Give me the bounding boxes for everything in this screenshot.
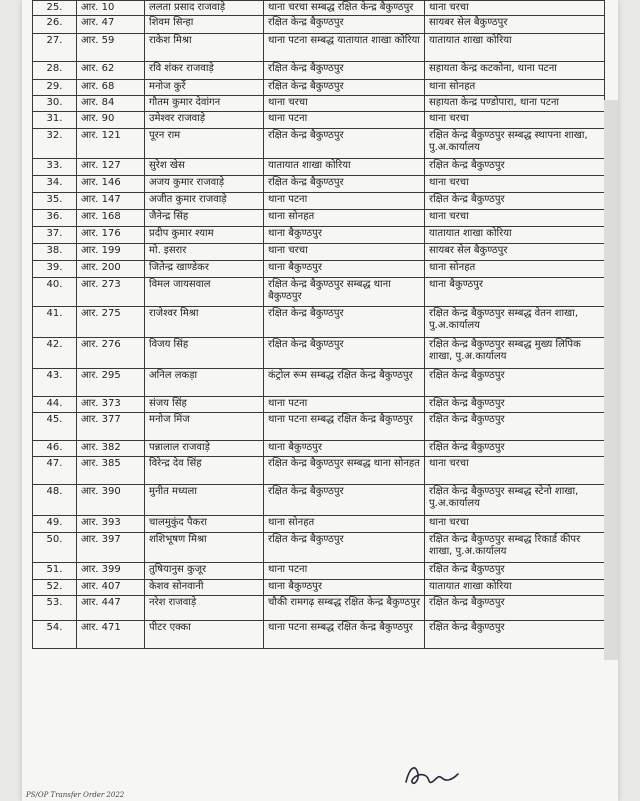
serial-number-cell: 28. <box>33 62 77 80</box>
current-posting-cell: कंट्रोल रूम सम्बद्ध रक्षित केन्द्र बैकुण्ठपुर <box>264 369 425 397</box>
new-posting-cell: रक्षित केन्द्र बैकुण्ठपुर <box>425 563 605 580</box>
serial-number-cell: 36. <box>33 210 77 227</box>
current-posting-cell: थाना बैकुण्ठपुर <box>264 227 425 244</box>
serial-number-cell: 31. <box>33 112 77 129</box>
current-posting-cell: थाना बैकुण्ठपुर <box>264 441 425 457</box>
new-posting-cell: सायबर सेल बैकुण्ठपुर <box>425 16 605 34</box>
current-posting-cell: रक्षित केन्द्र बैकुण्ठपुर <box>264 16 425 34</box>
name-cell: शशिभूषण मिश्रा <box>145 533 264 563</box>
personnel-number-cell: आर. 377 <box>77 413 145 441</box>
table-row <box>33 516 605 533</box>
new-posting-cell: रक्षित केन्द्र बैकुण्ठपुर सम्बद्ध वेतन शाखा, पु.अ.कार्यालय <box>425 307 605 338</box>
serial-number-cell: 41. <box>33 307 77 338</box>
personnel-number-cell: आर. 393 <box>77 516 145 533</box>
table-row <box>33 176 605 193</box>
footer-note: PS/OP Transfer Order 2022 <box>26 791 125 799</box>
personnel-number-cell: आर. 399 <box>77 563 145 580</box>
personnel-number-cell: आर. 471 <box>77 621 145 649</box>
table-body <box>33 1 605 649</box>
document-page <box>22 0 618 801</box>
name-cell: पूरन राम <box>145 129 264 159</box>
table-row <box>33 1 605 16</box>
new-posting-cell: सहायता केन्द्र कटकोना, थाना पटना <box>425 62 605 80</box>
new-posting-cell: रक्षित केन्द्र बैकुण्ठपुर <box>425 596 605 621</box>
serial-number-cell: 52. <box>33 580 77 596</box>
table-row <box>33 457 605 485</box>
serial-number-cell: 32. <box>33 129 77 159</box>
new-posting-cell: रक्षित केन्द्र बैकुण्ठपुर <box>425 397 605 413</box>
current-posting-cell: रक्षित केन्द्र बैकुण्ठपुर <box>264 338 425 369</box>
new-posting-cell: रक्षित केन्द्र बैकुण्ठपुर <box>425 159 605 176</box>
current-posting-cell: रक्षित केन्द्र बैकुण्ठपुर <box>264 307 425 338</box>
new-posting-cell: यातायात शाखा कोरिया <box>425 34 605 62</box>
personnel-number-cell: आर. 273 <box>77 278 145 307</box>
serial-number-cell: 25. <box>33 1 77 16</box>
new-posting-cell: यातायात शाखा कोरिया <box>425 580 605 596</box>
new-posting-cell: सायबर सेल बैकुण्ठपुर <box>425 244 605 261</box>
transfer-order-table <box>32 0 605 649</box>
signature-icon <box>402 760 462 792</box>
serial-number-cell: 30. <box>33 96 77 112</box>
name-cell: सुरेश खेस <box>145 159 264 176</box>
name-cell: पीटर एक्का <box>145 621 264 649</box>
personnel-number-cell: आर. 127 <box>77 159 145 176</box>
new-posting-cell: थाना सोनहत <box>425 261 605 278</box>
new-posting-cell: रक्षित केन्द्र बैकुण्ठपुर <box>425 369 605 397</box>
name-cell: केशव सोनवानी <box>145 580 264 596</box>
table-row <box>33 129 605 159</box>
current-posting-cell: थाना पटना <box>264 193 425 210</box>
serial-number-cell: 54. <box>33 621 77 649</box>
name-cell: मुनीत मध्यला <box>145 485 264 516</box>
current-posting-cell: थाना चरचा <box>264 96 425 112</box>
name-cell: नरेश राजवाड़े <box>145 596 264 621</box>
personnel-number-cell: आर. 59 <box>77 34 145 62</box>
new-posting-cell: रक्षित केन्द्र बैकुण्ठपुर <box>425 441 605 457</box>
name-cell: विमल जायसवाल <box>145 278 264 307</box>
name-cell: प्रदीप कुमार श्याम <box>145 227 264 244</box>
name-cell: रवि शंकर राजवाड़े <box>145 62 264 80</box>
current-posting-cell: रक्षित केन्द्र बैकुण्ठपुर सम्बद्ध थाना बैकुण्ठपुर <box>264 278 425 307</box>
current-posting-cell: रक्षित केन्द्र बैकुण्ठपुर <box>264 129 425 159</box>
new-posting-cell: थाना चरचा <box>425 516 605 533</box>
table-row <box>33 193 605 210</box>
name-cell: राजेश्वर मिश्रा <box>145 307 264 338</box>
table-row <box>33 369 605 397</box>
current-posting-cell: रक्षित केन्द्र बैकुण्ठपुर <box>264 533 425 563</box>
table-row <box>33 307 605 338</box>
new-posting-cell: रक्षित केन्द्र बैकुण्ठपुर <box>425 193 605 210</box>
table-row <box>33 533 605 563</box>
table-row <box>33 112 605 129</box>
serial-number-cell: 37. <box>33 227 77 244</box>
table-row <box>33 80 605 96</box>
personnel-number-cell: आर. 295 <box>77 369 145 397</box>
new-posting-cell: रक्षित केन्द्र बैकुण्ठपुर सम्बद्ध स्थापना शाखा, पु.अ.कार्यालय <box>425 129 605 159</box>
personnel-number-cell: आर. 276 <box>77 338 145 369</box>
table-row <box>33 338 605 369</box>
new-posting-cell: थाना सोनहत <box>425 80 605 96</box>
current-posting-cell: थाना चरचा <box>264 244 425 261</box>
current-posting-cell: रक्षित केन्द्र बैकुण्ठपुर <box>264 80 425 96</box>
personnel-number-cell: आर. 90 <box>77 112 145 129</box>
current-posting-cell: थाना पटना <box>264 112 425 129</box>
table-row <box>33 397 605 413</box>
name-cell: शिवम सिन्हा <box>145 16 264 34</box>
current-posting-cell: रक्षित केन्द्र बैकुण्ठपुर <box>264 176 425 193</box>
current-posting-cell: रक्षित केन्द्र बैकुण्ठपुर <box>264 62 425 80</box>
new-posting-cell: थाना चरचा <box>425 112 605 129</box>
personnel-number-cell: आर. 121 <box>77 129 145 159</box>
table-row <box>33 62 605 80</box>
name-cell: मनोज कुर्रे <box>145 80 264 96</box>
serial-number-cell: 26. <box>33 16 77 34</box>
current-posting-cell: थाना पटना सम्बद्ध रक्षित केन्द्र बैकुण्ठपुर <box>264 621 425 649</box>
new-posting-cell: रक्षित केन्द्र बैकुण्ठपुर सम्बद्ध मुख्य लिपिक शाखा, पु.अ.कार्यालय <box>425 338 605 369</box>
serial-number-cell: 51. <box>33 563 77 580</box>
personnel-number-cell: आर. 47 <box>77 16 145 34</box>
current-posting-cell: थाना पटना <box>264 397 425 413</box>
personnel-number-cell: आर. 168 <box>77 210 145 227</box>
new-posting-cell: थाना चरचा <box>425 210 605 227</box>
serial-number-cell: 45. <box>33 413 77 441</box>
name-cell: अजीत कुमार राजवाड़े <box>145 193 264 210</box>
page-edge-strip <box>604 100 618 660</box>
name-cell: तुषियानुस कुजूर <box>145 563 264 580</box>
serial-number-cell: 40. <box>33 278 77 307</box>
table-row <box>33 244 605 261</box>
personnel-number-cell: आर. 10 <box>77 1 145 16</box>
name-cell: जैनेन्द्र सिंह <box>145 210 264 227</box>
serial-number-cell: 53. <box>33 596 77 621</box>
new-posting-cell: थाना चरचा <box>425 1 605 16</box>
table-row <box>33 210 605 227</box>
table-row <box>33 485 605 516</box>
serial-number-cell: 38. <box>33 244 77 261</box>
name-cell: अजय कुमार राजवाड़े <box>145 176 264 193</box>
name-cell: उमेश्वर राजवाड़े <box>145 112 264 129</box>
personnel-number-cell: आर. 68 <box>77 80 145 96</box>
personnel-number-cell: आर. 146 <box>77 176 145 193</box>
personnel-number-cell: आर. 84 <box>77 96 145 112</box>
serial-number-cell: 35. <box>33 193 77 210</box>
table-row <box>33 16 605 34</box>
personnel-number-cell: आर. 382 <box>77 441 145 457</box>
table-row <box>33 413 605 441</box>
name-cell: ललता प्रसाद राजवाड़े <box>145 1 264 16</box>
current-posting-cell: रक्षित केन्द्र बैकुण्ठपुर सम्बद्ध थाना सोनहत <box>264 457 425 485</box>
name-cell: गौतम कुमार देवांगन <box>145 96 264 112</box>
name-cell: अनिल लकड़ा <box>145 369 264 397</box>
table-row <box>33 96 605 112</box>
personnel-number-cell: आर. 147 <box>77 193 145 210</box>
current-posting-cell: थाना चरचा सम्बद्ध रक्षित केन्द्र बैकुण्ठपुर <box>264 1 425 16</box>
current-posting-cell: थाना सोनहत <box>264 516 425 533</box>
name-cell: मो. इसरार <box>145 244 264 261</box>
name-cell: जितेन्द्र खाण्डेकर <box>145 261 264 278</box>
personnel-number-cell: आर. 176 <box>77 227 145 244</box>
personnel-number-cell: आर. 385 <box>77 457 145 485</box>
serial-number-cell: 48. <box>33 485 77 516</box>
personnel-number-cell: आर. 275 <box>77 307 145 338</box>
table-row <box>33 34 605 62</box>
current-posting-cell: रक्षित केन्द्र बैकुण्ठपुर <box>264 485 425 516</box>
name-cell: विरेन्द्र देव सिंह <box>145 457 264 485</box>
current-posting-cell: थाना पटना सम्बद्ध यातायात शाखा कोरिया <box>264 34 425 62</box>
personnel-number-cell: आर. 373 <box>77 397 145 413</box>
table-row <box>33 159 605 176</box>
table-row <box>33 261 605 278</box>
personnel-number-cell: आर. 199 <box>77 244 145 261</box>
name-cell: पन्नालाल राजवाड़े <box>145 441 264 457</box>
current-posting-cell: थाना बैकुण्ठपुर <box>264 261 425 278</box>
table-row <box>33 580 605 596</box>
serial-number-cell: 49. <box>33 516 77 533</box>
table-row <box>33 596 605 621</box>
name-cell: संजय सिंह <box>145 397 264 413</box>
new-posting-cell: रक्षित केन्द्र बैकुण्ठपुर <box>425 621 605 649</box>
serial-number-cell: 44. <box>33 397 77 413</box>
new-posting-cell: यातायात शाखा कोरिया <box>425 227 605 244</box>
current-posting-cell: यातायात शाखा कोरिया <box>264 159 425 176</box>
personnel-number-cell: आर. 447 <box>77 596 145 621</box>
new-posting-cell: रक्षित केन्द्र बैकुण्ठपुर <box>425 413 605 441</box>
new-posting-cell: थाना चरचा <box>425 457 605 485</box>
name-cell: राकेश मिश्रा <box>145 34 264 62</box>
new-posting-cell: थाना बैकुण्ठपुर <box>425 278 605 307</box>
serial-number-cell: 50. <box>33 533 77 563</box>
name-cell: मनोज मिंज <box>145 413 264 441</box>
table-row <box>33 563 605 580</box>
serial-number-cell: 42. <box>33 338 77 369</box>
table-row <box>33 441 605 457</box>
serial-number-cell: 34. <box>33 176 77 193</box>
new-posting-cell: रक्षित केन्द्र बैकुण्ठपुर सम्बद्ध स्टेनो शाखा, पु.अ.कार्यालय <box>425 485 605 516</box>
serial-number-cell: 47. <box>33 457 77 485</box>
new-posting-cell: थाना चरचा <box>425 176 605 193</box>
personnel-number-cell: आर. 407 <box>77 580 145 596</box>
current-posting-cell: थाना पटना सम्बद्ध रक्षित केन्द्र बैकुण्ठपुर <box>264 413 425 441</box>
current-posting-cell: थाना सोनहत <box>264 210 425 227</box>
current-posting-cell: थाना पटना <box>264 563 425 580</box>
table-row <box>33 278 605 307</box>
serial-number-cell: 43. <box>33 369 77 397</box>
new-posting-cell: रक्षित केन्द्र बैकुण्ठपुर सम्बद्ध रिकार्ड कीपर शाखा, पु.अ.कार्यालय <box>425 533 605 563</box>
current-posting-cell: थाना बैकुण्ठपुर <box>264 580 425 596</box>
table-row <box>33 621 605 649</box>
current-posting-cell: चौकी रामगढ़ सम्बद्ध रक्षित केन्द्र बैकुण्ठपुर <box>264 596 425 621</box>
serial-number-cell: 27. <box>33 34 77 62</box>
personnel-number-cell: आर. 200 <box>77 261 145 278</box>
serial-number-cell: 33. <box>33 159 77 176</box>
new-posting-cell: सहायता केन्द्र पण्डोपारा, थाना पटना <box>425 96 605 112</box>
table-row <box>33 227 605 244</box>
serial-number-cell: 29. <box>33 80 77 96</box>
personnel-number-cell: आर. 397 <box>77 533 145 563</box>
serial-number-cell: 46. <box>33 441 77 457</box>
name-cell: चालमुकुंद पैकरा <box>145 516 264 533</box>
name-cell: विजय सिंह <box>145 338 264 369</box>
serial-number-cell: 39. <box>33 261 77 278</box>
personnel-number-cell: आर. 62 <box>77 62 145 80</box>
personnel-number-cell: आर. 390 <box>77 485 145 516</box>
